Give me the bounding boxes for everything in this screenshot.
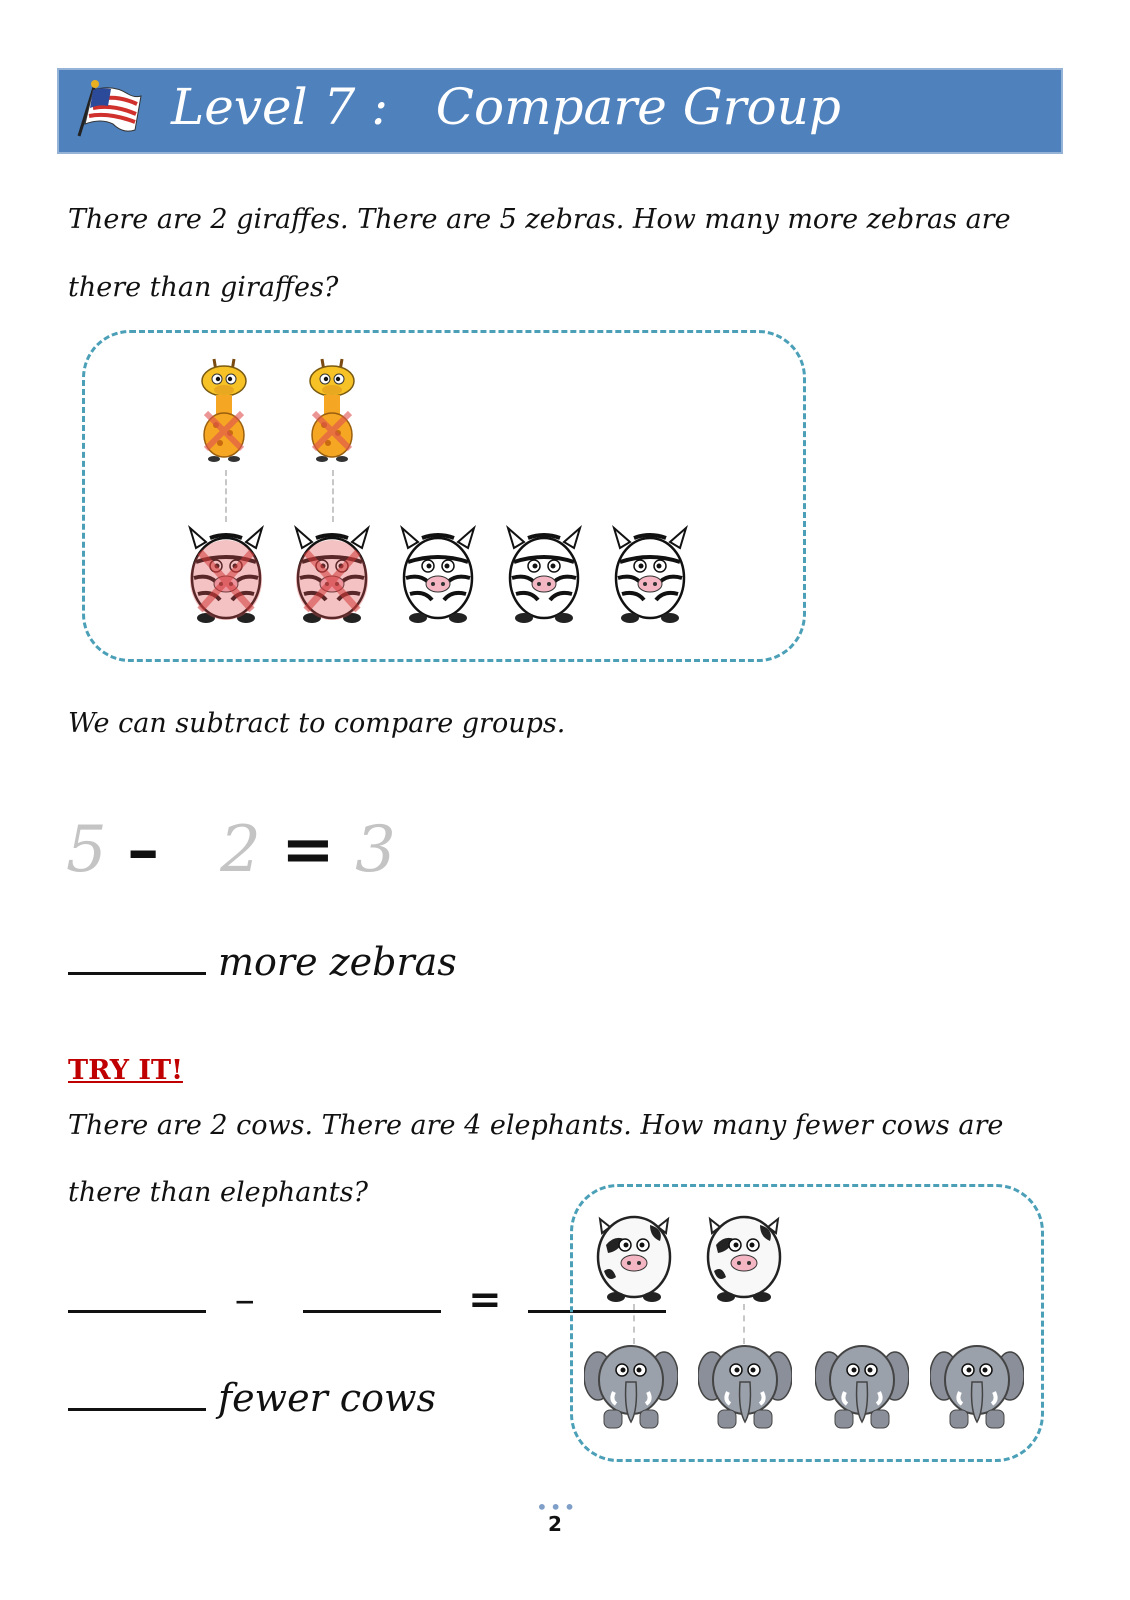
match-line [743,1304,745,1344]
giraffe-icon [192,355,256,467]
elephant-icon [698,1340,792,1432]
try-it-heading: TRY IT! [68,1055,183,1086]
zebra-crossed-icon [186,522,266,624]
equation-result: 3 [355,813,396,887]
example-equation [66,812,396,887]
practice-equals: = [468,1276,502,1323]
us-flag-icon [73,78,143,144]
match-line [225,470,227,522]
question2-line1: There are 2 cows. There are 4 elephants. How many fewer cows are [68,1110,1004,1141]
match-line [633,1304,635,1344]
answer1-label: more zebras [218,940,457,984]
page-number: 2 [548,1512,562,1536]
level-banner [57,68,1063,154]
footer-dots: ••• [536,1495,578,1519]
zebra-icon [398,522,478,624]
equation-minus: – [127,812,160,887]
page-title: Level 7 : Compare Group [171,78,841,136]
elephant-icon [930,1340,1024,1432]
question2-line2: there than elephants? [68,1177,368,1208]
cow-icon [594,1205,674,1303]
answer1-row [68,940,457,984]
zebra-icon [504,522,584,624]
equation-equals: = [281,812,335,887]
practice-minus: – [234,1277,255,1323]
answer-blank[interactable] [68,972,206,975]
elephant-icon [584,1340,678,1432]
question1-line2: there than giraffes? [68,272,339,303]
explanation-text: We can subtract to compare groups. [68,708,566,739]
equation-minuend: 5 [66,813,107,887]
equation-subtrahend: 2 [220,813,261,887]
giraffe-icon [300,355,364,467]
elephant-icon [815,1340,909,1432]
question1-line1: There are 2 giraffes. There are 5 zebras. How many more zebras are [68,204,1011,235]
zebra-crossed-icon [292,522,372,624]
cow-icon [704,1205,784,1303]
match-line [332,470,334,522]
blank-minuend[interactable] [68,1276,206,1313]
answer2-label: fewer cows [218,1376,436,1420]
blank-subtrahend[interactable] [303,1276,441,1313]
answer-blank[interactable] [68,1408,206,1411]
zebra-icon [610,522,690,624]
answer2-row [68,1376,436,1420]
